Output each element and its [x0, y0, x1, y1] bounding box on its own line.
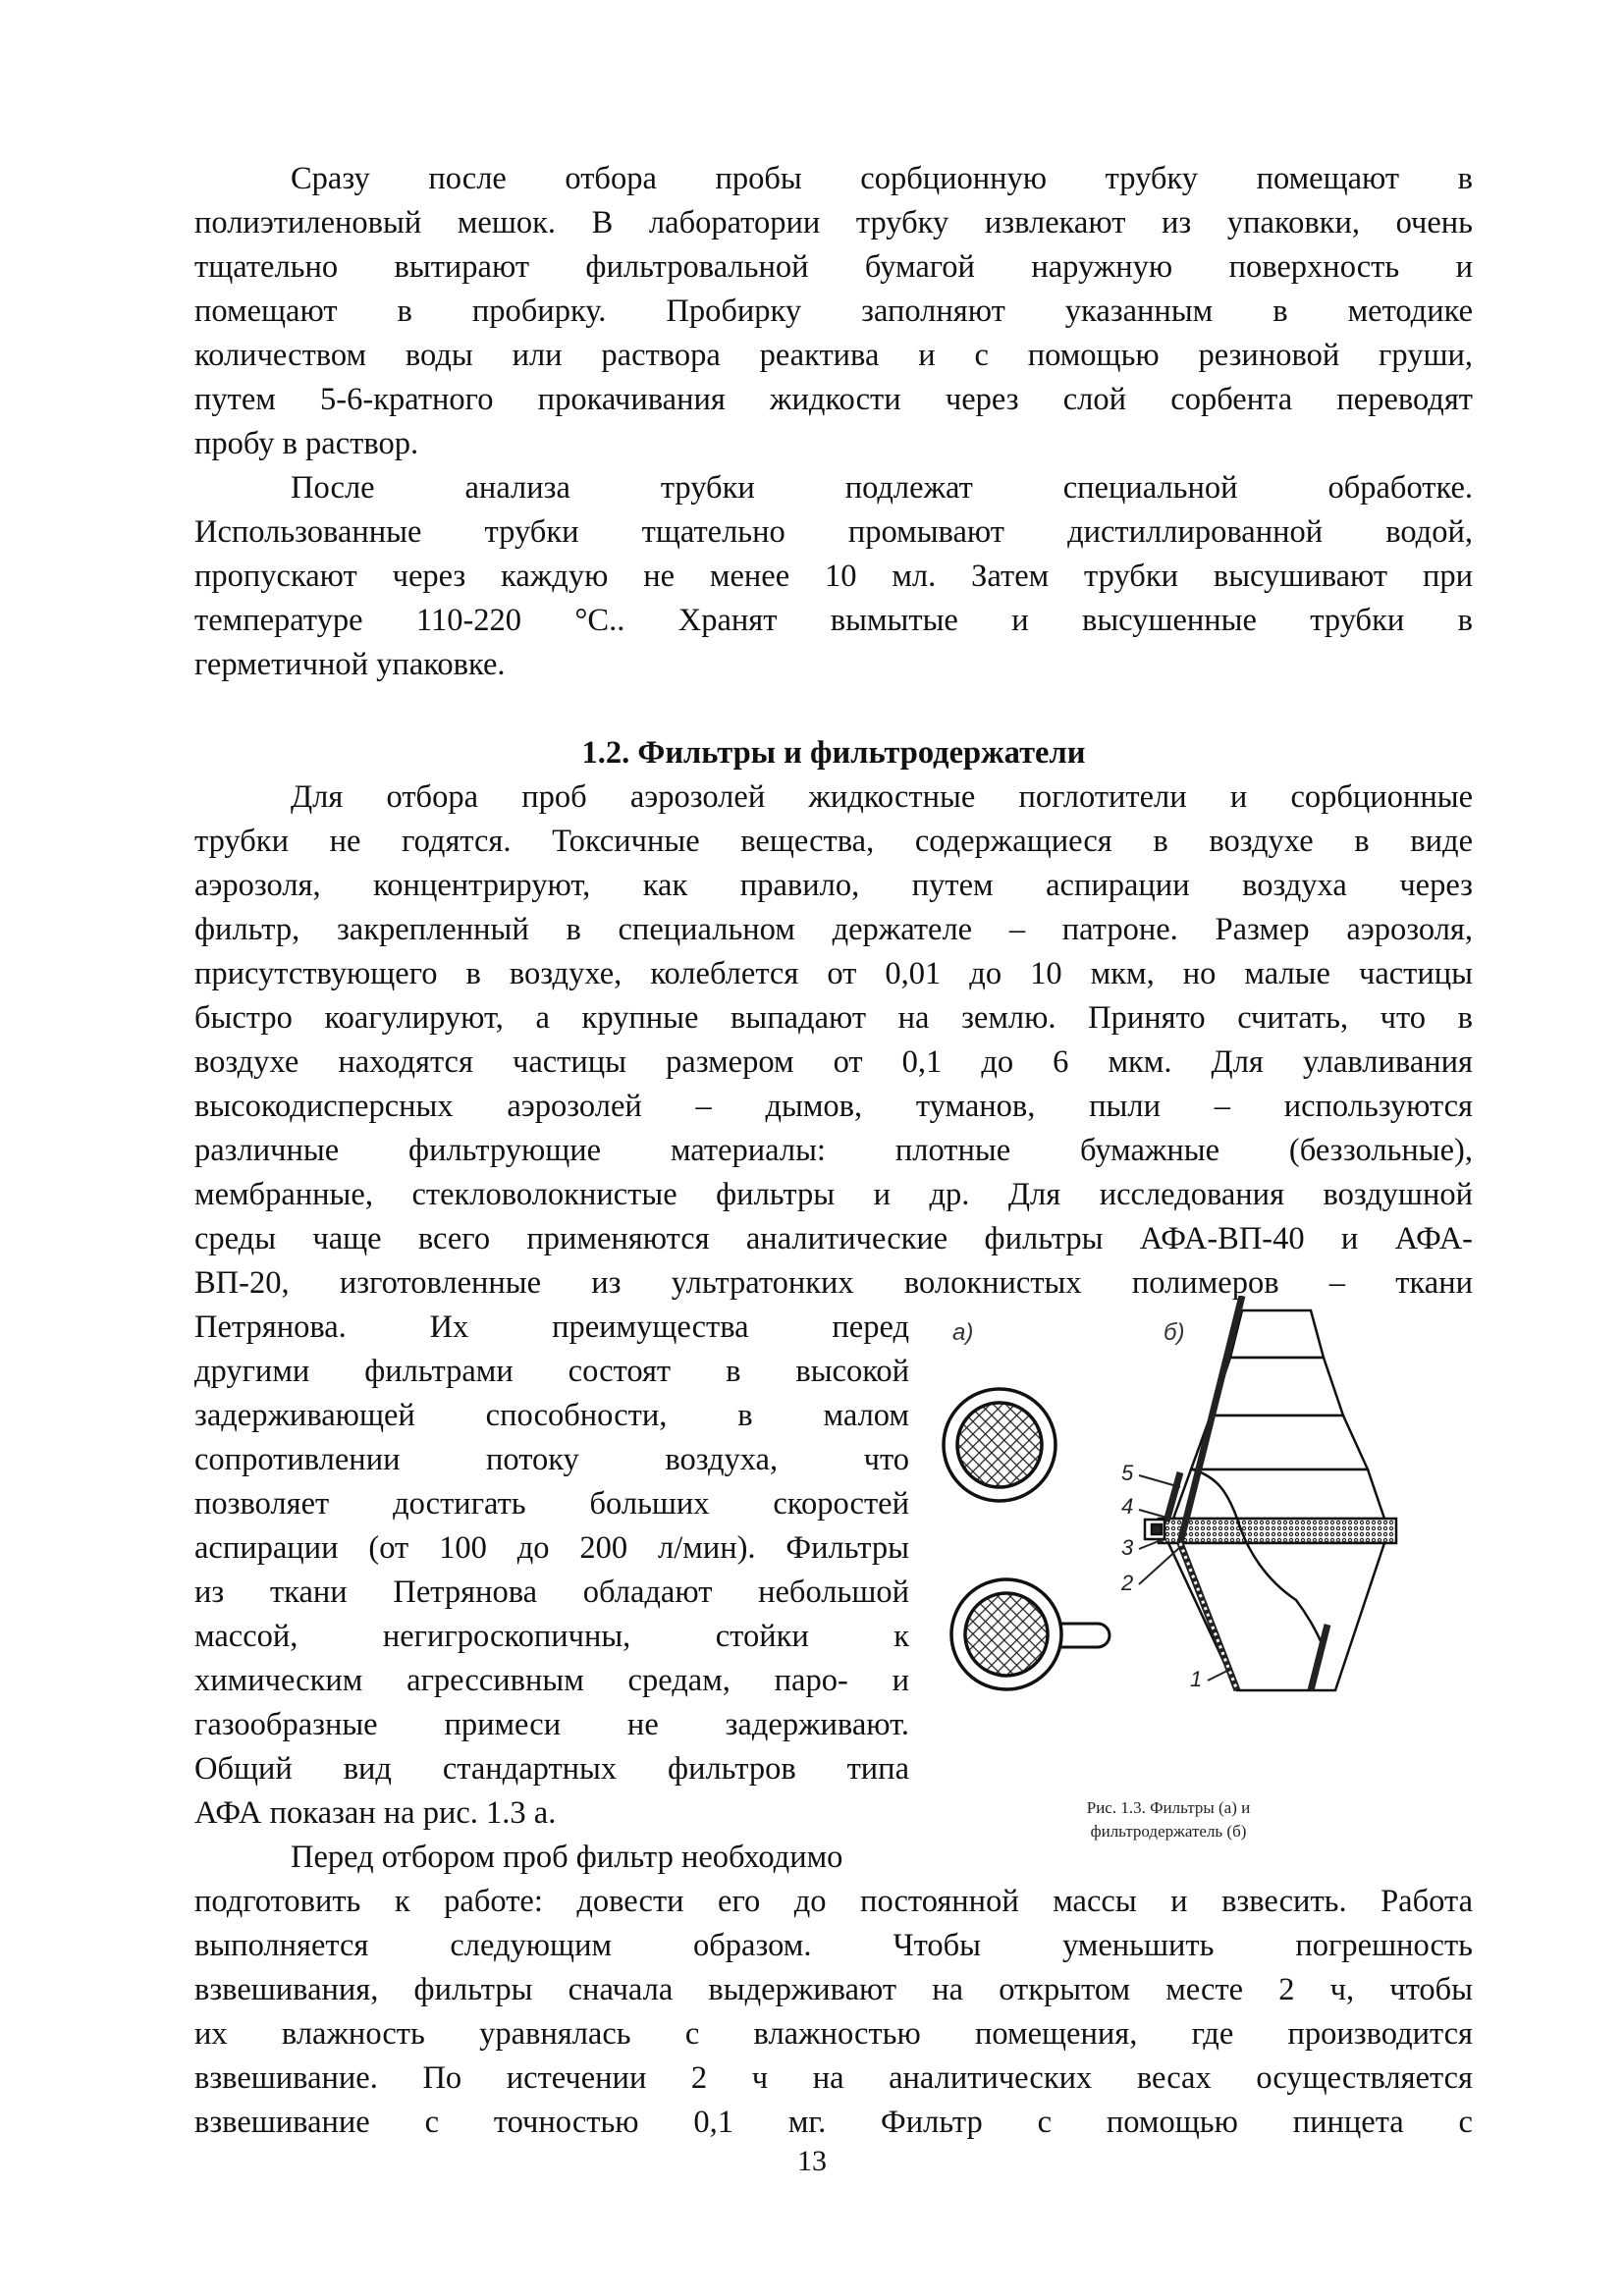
text-line: сопротивлении потоку воздуха, что	[194, 1442, 909, 1477]
text-line: пропускают через каждую не менее 10 мл. Затем трубки высушивают при	[194, 559, 1473, 594]
figure-label-b: б)	[1164, 1319, 1185, 1346]
text-line: трубки не годятся. Токсичные вещества, содержащиеся в воздухе в виде	[194, 824, 1473, 859]
text-line: мембранные, стекловолокнистые фильтры и др. Для исследования воздушной	[194, 1177, 1473, 1212]
text-line: взвешивания, фильтры сначала выдерживают на открытом месте 2 ч, чтобы	[194, 1972, 1473, 2007]
text-line: помещают в пробирку. Пробирку заполняют указанным в методике	[194, 294, 1473, 329]
text-line: массой, негигроскопичны, стойки к	[194, 1619, 909, 1654]
text-line: Для отбора проб аэрозолей жидкостные поглотители и сорбционные	[291, 779, 1473, 815]
paragraph-filters-intro	[194, 775, 1473, 1306]
round-filter-icon	[944, 1389, 1056, 1501]
text-line: аэрозоля, концентрируют, как правило, путем аспирации воздуха через	[194, 868, 1473, 903]
paragraph-tube-cleaning	[194, 466, 1473, 687]
text-line: температуре 110-220 °С.. Хранят вымытые и высушенные трубки в	[194, 603, 1473, 638]
text-line: взвешивание с точностью 0,1 мг. Фильтр с помощью пинцета с	[194, 2105, 1473, 2140]
paragraph-sorption-tube-handling	[194, 157, 1473, 466]
caption-line: Рис. 1.3. Фильтры (а) и	[1086, 1798, 1251, 1817]
text-line: их влажность уравнялась с влажностью помещения, где производится	[194, 2016, 1473, 2052]
text-line: подготовить к работе: довести его до постоянной массы и взвесить. Работа	[194, 1884, 1473, 1919]
caption-line: фильтродержатель (б)	[1090, 1822, 1247, 1841]
text-line: фильтр, закрепленный в специальном держателе – патроне. Размер аэрозоля,	[194, 912, 1473, 947]
page-number: 13	[797, 2145, 827, 2177]
figure-filters-and-holder	[923, 1296, 1512, 1787]
text-line: После анализа трубки подлежат специальной обработке.	[291, 470, 1473, 506]
text-line: другими фильтрами состоят в высокой	[194, 1354, 909, 1389]
text-line: путем 5-6-кратного прокачивания жидкости через слой сорбента переводят	[194, 382, 1473, 417]
text-line: ВП-20, изготовленные из ультратонких волокнистых полимеров – ткани	[194, 1265, 1473, 1301]
part-number-1: 1	[1190, 1667, 1203, 1691]
text-line: полиэтиленовый мешок. В лаборатории трубку извлекают из упаковки, очень	[194, 205, 1473, 240]
text-line: количеством воды или раствора реактива и с помощью резиновой груши,	[194, 338, 1473, 373]
part-number-5: 5	[1121, 1461, 1134, 1485]
text-line: высокодисперсных аэрозолей – дымов, туманов, пыли – используются	[194, 1089, 1473, 1124]
text-line: Петрянова. Их преимущества перед	[194, 1309, 909, 1345]
text-line: выполняется следующим образом. Чтобы уменьшить погрешность	[194, 1928, 1473, 1963]
paragraph-filter-prep-first-line: Перед отбором проб фильтр необходимо	[291, 1840, 843, 1875]
text-line: Общий вид стандартных фильтров типа	[194, 1751, 909, 1787]
text-line: среды чаще всего применяются аналитические фильтры АФА-ВП-40 и АФА-	[194, 1221, 1473, 1256]
text-line: Использованные трубки тщательно промывают дистиллированной водой,	[194, 514, 1473, 550]
text-line: тщательно вытирают фильтровальной бумагой наружную поверхность и	[194, 249, 1473, 285]
text-line: химическим агрессивным средам, паро- и	[194, 1663, 909, 1698]
filter-holder-icon	[1145, 1296, 1396, 1690]
text-line: позволяет достигать больших скоростей	[194, 1486, 909, 1522]
figure-label-a: а)	[952, 1319, 974, 1346]
text-line: аспирации (от 100 до 200 л/мин). Фильтры	[194, 1530, 909, 1566]
text-line: АФА показан на рис. 1.3 а.	[194, 1795, 557, 1831]
text-line: герметичной упаковке.	[194, 647, 506, 682]
text-line: из ткани Петрянова обладают небольшой	[194, 1575, 909, 1610]
tabbed-filter-icon	[951, 1579, 1110, 1689]
part-number-2: 2	[1121, 1571, 1134, 1595]
text-line: Сразу после отбора пробы сорбционную трубку помещают в	[291, 161, 1473, 196]
text-line: различные фильтрующие материалы: плотные бумажные (беззольные),	[194, 1133, 1473, 1168]
part-number-3: 3	[1121, 1535, 1134, 1560]
part-number-4: 4	[1121, 1494, 1134, 1519]
figure-drawing	[923, 1296, 1512, 1787]
text-line: задерживающей способности, в малом	[194, 1398, 909, 1433]
text-line: быстро коагулируют, а крупные выпадают на землю. Принято считать, что в	[194, 1000, 1473, 1036]
text-line: газообразные примеси не задерживают.	[194, 1707, 909, 1742]
text-line: взвешивание. По истечении 2 ч на аналитических весах осуществляется	[194, 2060, 1473, 2096]
text-line: воздухе находятся частицы размером от 0,1 до 6 мкм. Для улавливания	[194, 1044, 1473, 1080]
paragraph-filters-wrapped	[194, 1306, 909, 1836]
section-heading: 1.2. Фильтры и фильтродержатели	[581, 735, 1086, 771]
paragraph-filter-prep	[194, 1880, 1473, 2145]
text-line: присутствующего в воздухе, колеблется от 0,01 до 10 мкм, но малые частицы	[194, 956, 1473, 991]
text-line: пробу в раствор.	[194, 426, 419, 461]
